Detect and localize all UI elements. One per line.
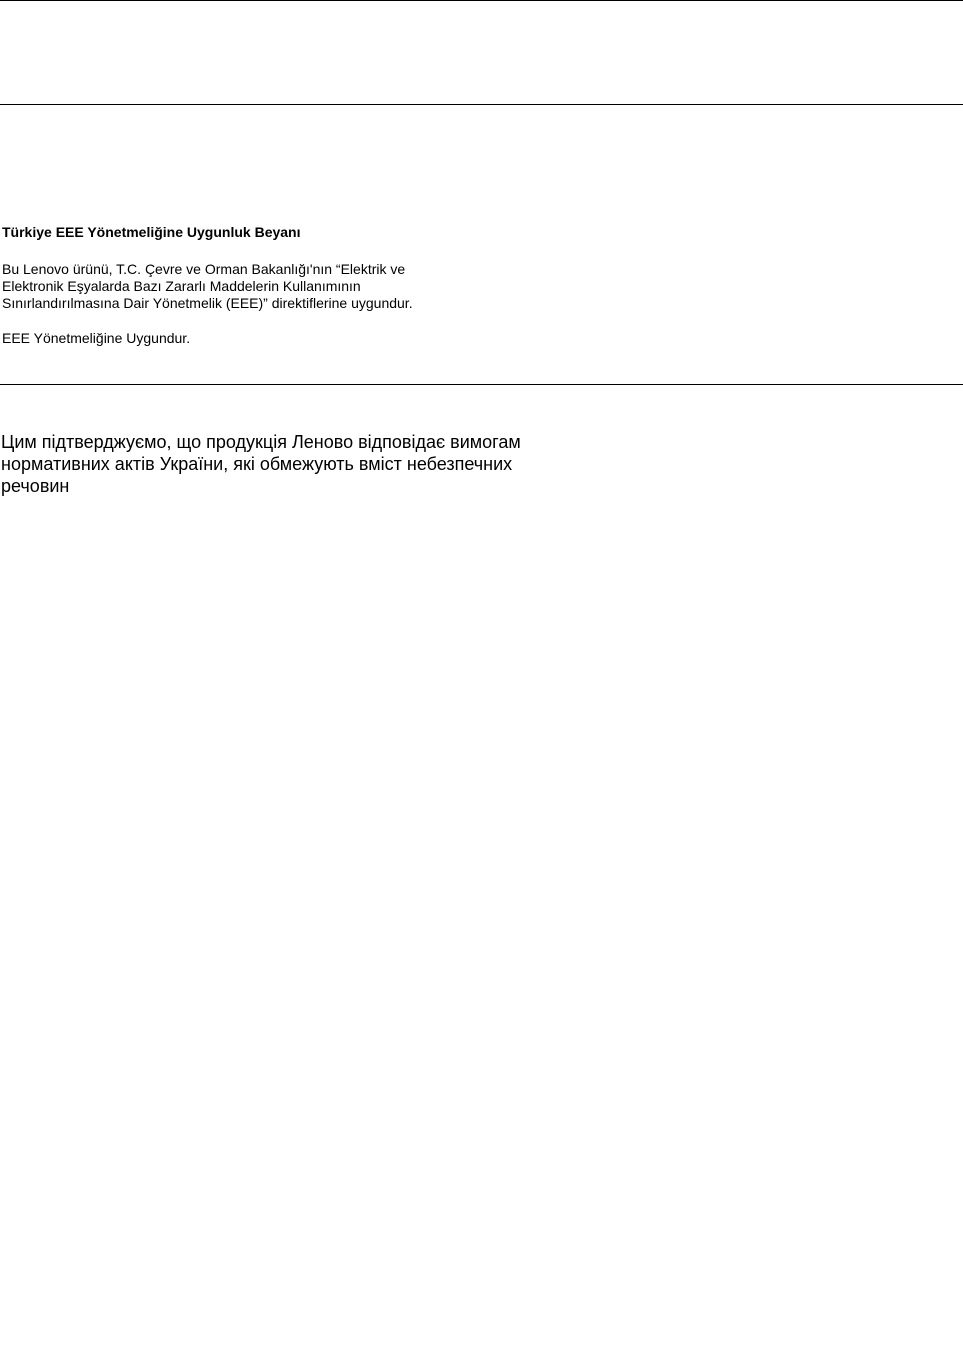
ukraine-declaration-line: речовин bbox=[1, 476, 70, 496]
ukraine-declaration-line: нормативних актів України, які обмежують вміст небезпечних bbox=[1, 454, 513, 474]
turkey-paragraph-line: Bu Lenovo ürünü, T.C. Çevre ve Orman Bakanlığı'nın “Elektrik ve bbox=[2, 261, 406, 277]
turkey-compliance-note: EEE Yönetmeliğine Uygundur. bbox=[2, 330, 191, 346]
section-divider bbox=[0, 384, 963, 385]
turkey-eee-declaration bbox=[2, 224, 602, 347]
header-divider bbox=[0, 104, 963, 105]
turkey-declaration-paragraph bbox=[2, 261, 602, 312]
ukraine-hazardous-substances-declaration bbox=[1, 431, 701, 497]
ukraine-declaration-line: Цим підтверджуємо, що продукція Леново відповідає вимогам bbox=[1, 432, 521, 452]
top-divider bbox=[0, 0, 963, 1]
turkey-paragraph-line: Elektronik Eşyalarda Bazı Zararlı Maddelerin Kullanımının bbox=[2, 278, 361, 294]
turkey-declaration-heading: Türkiye EEE Yönetmeliğine Uygunluk Beyanı bbox=[2, 224, 301, 240]
turkey-paragraph-line: Sınırlandırılmasına Dair Yönetmelik (EEE)” direktiflerine uygundur. bbox=[2, 295, 413, 311]
